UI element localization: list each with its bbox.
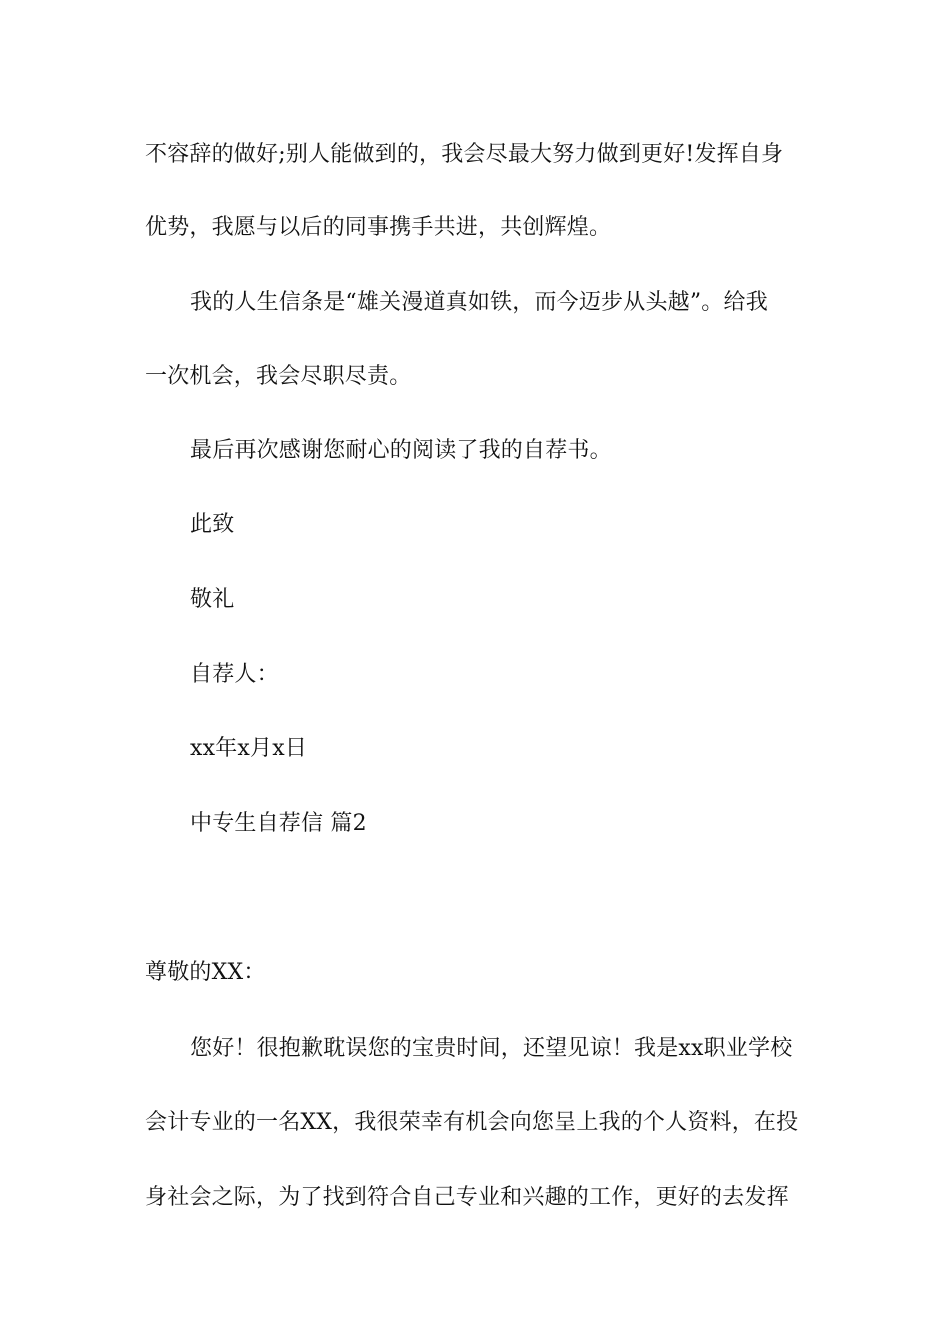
paragraph-line: 最后再次感谢您耐心的阅读了我的自荐书。 — [190, 438, 612, 463]
paragraph-line: 身社会之际，为了找到符合自己专业和兴趣的工作，更好的去发挥 — [145, 1185, 789, 1210]
section-heading: 中专生自荐信 篇2 — [190, 811, 367, 836]
closing-line: 此致 — [190, 512, 235, 537]
date-line: xx年x月x日 — [190, 736, 308, 761]
paragraph-line: 不容辞的做好;别人能做到的，我会尽最大努力做到更好!发挥自身 — [145, 142, 784, 167]
paragraph-line: 一次机会，我会尽职尽责。 — [145, 364, 412, 389]
paragraph-line: 我的人生信条是“雄关漫道真如铁，而今迈步从头越”。给我 — [190, 290, 768, 315]
greeting-line: 尊敬的XX： — [145, 960, 266, 985]
salutation-line: 敬礼 — [190, 587, 235, 612]
signature-label: 自荐人： — [190, 662, 279, 687]
paragraph-line: 您好！很抱歉耽误您的宝贵时间，还望见谅！我是xx职业学校 — [190, 1036, 793, 1061]
paragraph-line: 会计专业的一名XX，我很荣幸有机会向您呈上我的个人资料，在投 — [145, 1110, 799, 1135]
paragraph-line: 优势，我愿与以后的同事携手共进，共创辉煌。 — [145, 215, 612, 240]
